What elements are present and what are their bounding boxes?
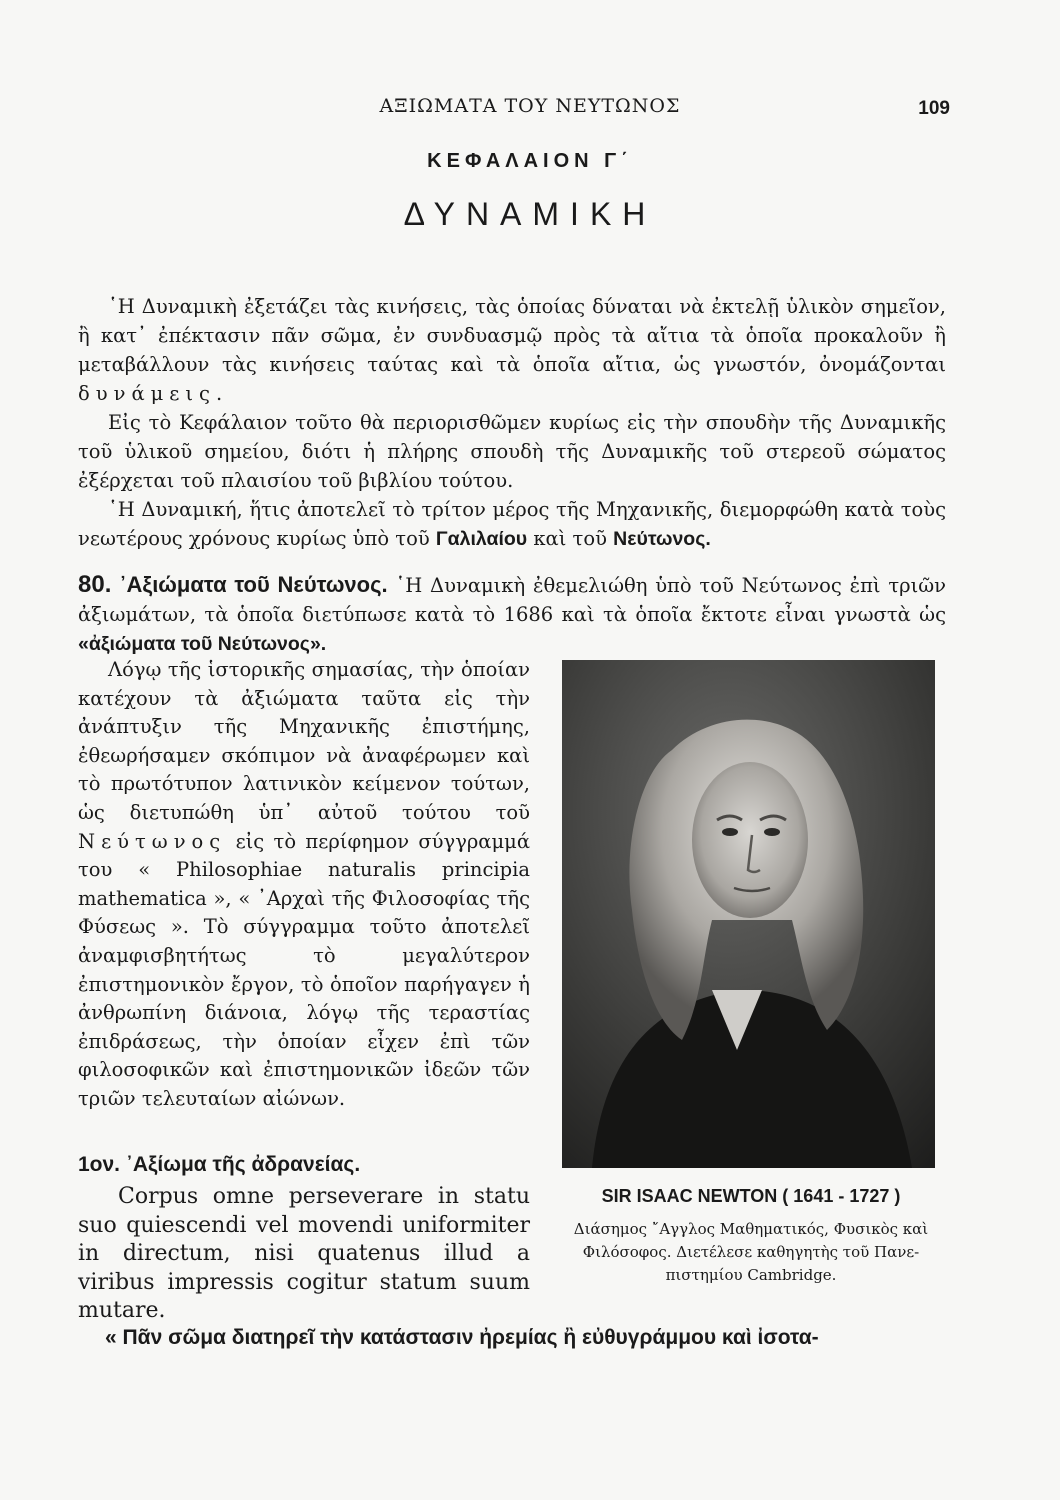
chapter-label: ΚΕΦΑΛΑΙΟΝ Γ΄ [427, 150, 633, 172]
newton-name: Νεύτωνος. [613, 528, 711, 550]
eye-left [722, 828, 738, 836]
body-column [78, 656, 530, 1114]
section-heading: ᾿Αξιώματα τοῦ Νεύτωνος. [119, 572, 388, 597]
axiom-1-heading: 1ον. ᾿Αξίωμα τῆς ἀδρανείας. [78, 1153, 361, 1176]
caption-line-3: πιστημίου Cambridge. [665, 1266, 837, 1284]
body-paragraph [78, 656, 530, 1114]
intro-p3-mid: καὶ τοῦ [533, 527, 607, 550]
chapter-title: ΔΥΝΑΜΙΚΗ [403, 196, 657, 232]
page-number: 109 [918, 98, 950, 119]
section-80 [78, 570, 946, 659]
portrait-caption [556, 1218, 946, 1287]
intro-paragraph-3 [78, 495, 946, 554]
running-header: ΑΞΙΩΜΑΤΑ ΤΟΥ ΝΕΥΤΩΝΟΣ [379, 95, 681, 117]
body-text-end: εἰς τὸ περίφημον σύγγραμμά του « Philosophiae naturalis principia mathematica », « ᾿Αρχαὶ τῆς Φιλοσοφίας τῆς Φύσεως ». Τὸ σύγγραμμα τοῦτο ἀποτελεῖ ἀναμφισβητήτως τὸ μεγαλύτερον ἐπιστημονικὸν ἔργον, τὸ ὁποῖον παρήγαγεν ἡ ἀνθρωπίνη διάνοια, λόγῳ τῆς τεραστίας ἐπιδράσεως, τὴν ὁποίαν εἶχεν ἐπὶ τῶν φιλοσοφικῶν καὶ ἐπιστημονικῶν ἰδεῶν τῶν τριῶν τελευταίων αἰώνων. [78, 829, 530, 1110]
dynameis-spaced: δυνάμεις. [78, 382, 229, 405]
intro-paragraph-2: Εἰς τὸ Κεφάλαιον τοῦτο θὰ περιορισθῶμεν κυρίως εἰς τὴν σπουδὴν τῆς Δυναμικῆς τοῦ ὑλικοῦ σημείου, διότι ἡ πλήρης σπουδὴ τῆς Δυναμικῆς τοῦ στερεοῦ σώματος ἐξέρχεται τοῦ πλαισίου τοῦ βιβλίου τούτου. [78, 411, 946, 492]
intro-p1-text: ῾Η Δυναμικὴ ἐξετάζει τὰς κινήσεις, τὰς ὁποίας δύναται νὰ ἐκτελῇ ὑλικὸν σημεῖον, ἢ κατ᾿ ἐπέκτασιν πᾶν σῶμα, ἐν συνδυασμῷ πρὸς τὰ αἴτια τὰ ὁποῖα προκαλοῦν ἢ μεταβάλλουν τὰς κινήσεις ταύτας καὶ τὰ ὁποῖα αἴτια, ὡς γνωστόν, ὀνομάζονται [78, 295, 946, 376]
newton-spaced: Νεύτωνος [78, 829, 227, 853]
caption-line-2: Φιλόσοφος. Διετέλεσε καθηγητὴς τοῦ Πανε- [582, 1243, 920, 1261]
portrait-caption-title: SIR ISAAC NEWTON ( 1641 - 1727 ) [601, 1186, 901, 1206]
axioms-quote: «ἀξιώματα τοῦ Νεύτωνος». [78, 633, 327, 655]
galileo-name: Γαλιλαίου [435, 528, 528, 550]
newton-portrait [562, 660, 935, 1168]
caption-line-1: Διάσημος ῎Αγγλος Μαθηματικός, Φυσικὸς καὶ [573, 1220, 929, 1238]
intro-p3-text: ῾Η Δυναμική, ἥτις ἀποτελεῖ τὸ τρίτον μέρος τῆς Μηχανικῆς, διεμορφώθη κατὰ τοὺς νεωτέρους χρόνους κυρίως ὑπὸ τοῦ [78, 498, 946, 550]
body-text-start: Λόγῳ τῆς ἱστορικῆς σημασίας, τὴν ὁποίαν κατέχουν τὰ ἀξιώματα ταῦτα εἰς τὴν ἀνάπτυξιν τῆς Μηχανικῆς ἐπιστήμης, ἐθεωρήσαμεν σκόπιμον νὰ ἀναφέρωμεν καὶ τὸ πρωτότυπον λατινικὸν κείμενον τούτων, ὡς διετυπώθη ὑπ᾿ αὐτοῦ τούτου τοῦ [78, 658, 530, 824]
section-80-text: ῾Η Δυναμικὴ ἐθεμελιώθη ὑπὸ τοῦ Νεύτωνος ἐπὶ τριῶν ἀξιωμάτων, τὰ ὁποῖα διετύπωσε κατὰ τὸ 1686 καὶ τὰ ὁποῖα ἔκτοτε εἶναι γνωστὰ ὡς [78, 574, 947, 626]
intro-paragraph-1 [78, 292, 946, 408]
section-number: 80. [78, 571, 112, 598]
face-shape [692, 762, 808, 918]
eye-right [764, 828, 780, 836]
greek-translation-start: « Πᾶν σῶμα διατηρεῖ τὴν κατάστασιν ἠρεμίας ἢ εὐθυγράμμου καὶ ἰσοτα- [105, 1326, 819, 1349]
intro-text [78, 292, 946, 554]
latin-text: Corpus omne perseverare in statu suo quiescendi vel movendi uniformiter in directum, nisi quatenus illud a viribus impressis cogitur statum suum mutare. [78, 1184, 530, 1323]
